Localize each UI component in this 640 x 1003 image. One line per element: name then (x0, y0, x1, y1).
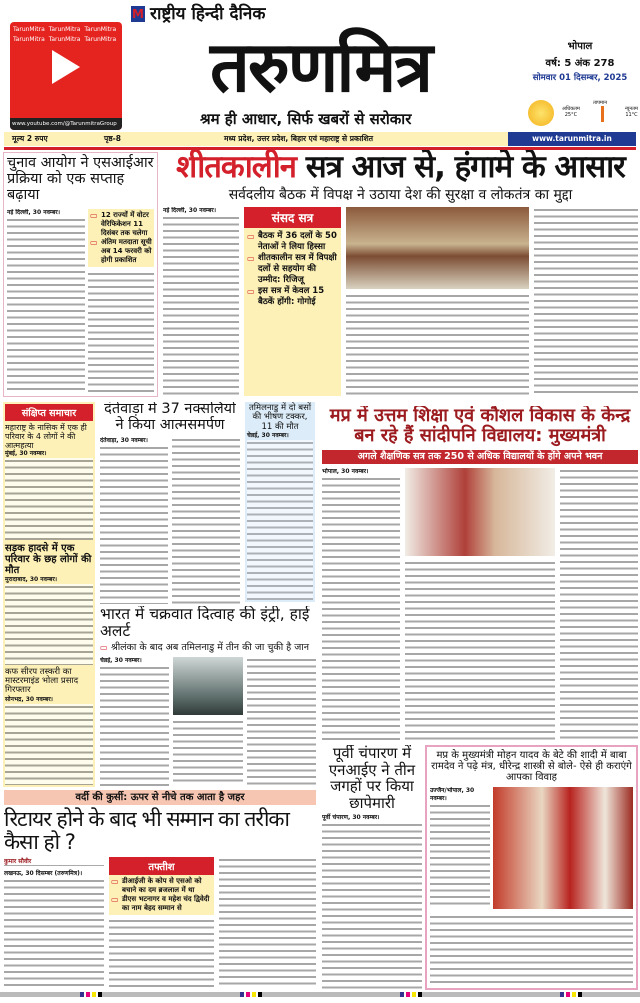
block (4, 857, 104, 988)
lead-bullets-1: ▭ शीतकालीन सत्र में विपक्षी दलों से सहयोग की उम्मीद: रिजिजू (247, 253, 338, 286)
published-from: मध्य प्रदेश, उत्तर प्रदेश, बिहार एवं महाराष्ट्र से प्रकाशित (224, 134, 373, 143)
nia-story (322, 745, 422, 989)
lead-headline_red: शीतकालीन (176, 150, 296, 185)
block (4, 857, 316, 988)
header-weather-min: 11°C (625, 112, 638, 118)
body-text (173, 719, 242, 786)
block (109, 875, 214, 915)
header-weather-min_label: न्यूनतम (625, 106, 638, 112)
body-text (109, 918, 214, 988)
brief-items-1-dateline: मुरादाबाद, 30 नवम्बर। (5, 575, 58, 583)
block (520, 38, 640, 83)
block (244, 228, 341, 311)
retire-story (4, 790, 316, 988)
body-text (430, 803, 490, 909)
brief-items-2-headline: कफ सीरप तस्करी का मास्टरमाइंड भोला प्रसाद गिरफ्तार (5, 666, 79, 696)
block (163, 207, 638, 396)
thermometer-icon (601, 106, 604, 122)
header-weather-max_label: अधिकतम (562, 106, 580, 112)
tn_bus-dateline: चेन्नई, 30 नवम्बर। (247, 432, 289, 440)
body-text (322, 822, 422, 989)
body-text (247, 440, 313, 600)
lead-bullets-2: ▭ इस सत्र में केवल 15 बैठकें होंगी: गोगोई (247, 286, 338, 308)
brief-items-1-headline: सड़क हादसे में एक परिवार के छह लोगों की मौत (5, 542, 92, 576)
lead-bullets-0: ▭ बैठक में 36 दलों के 50 नेताओं ने लिया हिस्सा (247, 231, 338, 253)
play-icon (52, 50, 80, 84)
header-weather-max: 25°C (564, 112, 578, 118)
body-text (5, 584, 93, 665)
lead-headline (163, 150, 638, 184)
retire-headline: रिटायर होने के बाद भी सम्मान का तरीका कैसा हो ? (4, 807, 289, 855)
body-text (88, 271, 154, 393)
mp-banner: अगले शैक्षणिक सत्र तक 250 से अधिक विद्यालयों के होंगे अपने भवन (322, 450, 638, 464)
all-party-meeting-photo (346, 207, 529, 289)
block (100, 657, 169, 786)
cyclone-dateline: चेन्नई, 30 नवम्बर। (100, 657, 142, 665)
mp-dateline: भोपाल, 30 नवम्बर। (322, 468, 369, 476)
tagline-top: राष्ट्रीय हिन्दी दैनिक (150, 4, 266, 24)
block (430, 787, 633, 909)
naxal-story (100, 402, 240, 604)
brief-items-0-headline: महाराष्ट्र के नासिक में एक ही परिवार के 4 लोगों ने की आत्महत्या (5, 423, 87, 450)
header-promo-channel_text: TarunMitra (84, 26, 117, 33)
print-registration-bar (0, 992, 640, 997)
block (88, 209, 154, 393)
website-link[interactable]: www.tarunmitra.in (508, 132, 636, 146)
price: मूल्य 2 रुपए (12, 134, 48, 143)
block (100, 437, 240, 604)
block (405, 468, 555, 740)
page-count: पृष्ठ-8 (104, 134, 122, 143)
logo-mark: M (132, 7, 144, 21)
body-text (560, 468, 638, 740)
nia-dateline: पूर्वी चंपारण, 30 नवम्बर। (322, 814, 380, 821)
cyclone-subhead: ▭ श्रीलंका के बाद अब तमिलनाडु में तीन की जा चुकी है जान (100, 642, 316, 654)
body-text (163, 215, 239, 396)
body-text (100, 665, 169, 786)
nia-headline: पूर्वी चंपारण में एनआईए ने तीन जगहों पर किया छापेमारी (328, 745, 416, 812)
lead-subhead: सर्वदलीय बैठक में विपक्ष ने उठाया देश की सुरक्षा व लोकतंत्र का मुद्दा (228, 187, 573, 204)
mp-story (322, 406, 638, 740)
motto: श्रम ही आधार, सिर्फ खबरों से सरोकार (200, 110, 412, 128)
sansad-box (244, 207, 341, 396)
wedding-dateline: उज्जैन/भोपाल, 30 नवम्बर। (430, 787, 475, 802)
body-text (405, 560, 555, 740)
body-text (247, 657, 316, 786)
block (109, 857, 214, 988)
wedding-headline: मप्र के मुख्यमंत्री मोहन यादव के बेटे की शादी में बाबा रामदेव ने पढ़े मंत्र, धीरेन्द्र शास्त्री से बोले- ऐसे ही कराएंगे आपका विवाह (431, 750, 632, 783)
city: भोपाल (567, 41, 593, 52)
wedding-photo (493, 787, 633, 909)
brief-title: संक्षिप्त समाचार (5, 404, 93, 421)
block (562, 106, 580, 122)
block (322, 468, 638, 740)
tn_bus-headline: तमिलनाडु में दो बसों की भीषण टक्कर, 11 की मौत (248, 403, 312, 432)
retire-kicker: वर्दी की कुर्सी: ऊपर से नीचे तक आता है जहर (4, 790, 316, 805)
body-text (5, 704, 93, 785)
sir-bullet: ▭ अंतिम मतदाता सूची अब 14 फरवरी को होगी प्रकाशित (90, 238, 152, 265)
retire-box_title: तफ्तीश (109, 857, 214, 875)
header-promo-channel_text: TarunMitra (13, 35, 45, 43)
body-text (4, 878, 104, 988)
body-text (430, 914, 633, 985)
body-text (219, 857, 316, 988)
naxal-headline: दंतेवाड़ा में 37 नक्सलियों ने किया आत्मसमर्पण (104, 402, 236, 433)
issue-number: वर्ष: 5 अंक 278 (545, 58, 615, 69)
tn-bus-story (245, 402, 315, 602)
body-text (7, 217, 85, 393)
lead-headline_black: सत्र आज से, हंगामे के आसार (305, 150, 625, 185)
wedding-story (425, 745, 638, 990)
issue-date: सोमवार 01 दिसम्बर, 2025 (532, 73, 628, 83)
sir-headline: चुनाव आयोग ने एसआईआर प्रक्रिया को एक सप्ताह बढ़ाया (7, 155, 154, 203)
header-promo-channel_text: TarunMitra (84, 35, 117, 43)
body-text (346, 293, 529, 396)
lead-story (163, 150, 638, 396)
masthead: तरुणमित्र (210, 27, 431, 107)
mp-headline: मप्र में उत्तम शिक्षा एवं कौशल विकास के केन्द्र बन रहे हैं सांदीपनि विद्यालय: मुख्यमंत्री (329, 406, 631, 446)
lead-dateline: नई दिल्ली, 30 नवम्बर। (163, 207, 217, 215)
naxal-dateline: दंतेवाड़ा, 30 नवम्बर। (100, 436, 148, 444)
retire-bullets-1: ▭ डीएस भटनागर व महेश चंद द्विवेदी का नाम बेहद सम्मान से (111, 895, 212, 913)
tafteesh-box (109, 857, 214, 915)
sir-story (3, 152, 158, 397)
body-text (100, 445, 168, 604)
cyclone-photo (173, 657, 242, 715)
block (562, 106, 638, 122)
weather (562, 100, 638, 122)
block (346, 207, 529, 396)
youtube-promo[interactable] (10, 22, 122, 130)
retire-bullets-0: ▭ डीआईजी के कोप से एसओ को बचाने का दम ब्रजलाल में था (111, 877, 212, 895)
body-text (172, 437, 240, 604)
info-strip (4, 132, 636, 146)
chief-minister-photo (405, 468, 555, 556)
block (625, 106, 638, 122)
block (322, 468, 400, 740)
sir-bullet: ▭ 12 राज्यों में वोटर वेरिफिकेशन 11 दिसंबर तक चलेगा (90, 211, 152, 238)
block (173, 657, 242, 786)
youtube-url[interactable]: www.youtube.com/@TarunmitraGroup (10, 118, 122, 130)
body-text (322, 476, 400, 740)
sir-dateline: नई दिल्ली, 30 नवम्बर। (7, 208, 61, 216)
header-promo-channel_text: TarunMitra (13, 26, 45, 33)
retire-dateline: लखनऊ, 30 दिसम्बर (तरुणमित्र)। (4, 870, 83, 878)
block (7, 209, 154, 393)
cyclone-story (100, 606, 316, 786)
cyclone-headline: भारत में चक्रवात दित्वाह की इंट्री, हाई अलर्ट (100, 606, 310, 641)
header-weather-label: तापमान (592, 100, 608, 106)
block (430, 787, 490, 909)
author: कुमार सौवीर (4, 857, 104, 866)
header-promo-channel_text: TarunMitra (48, 26, 81, 33)
block (100, 437, 168, 604)
block (88, 209, 154, 267)
block (163, 207, 239, 396)
brief-news (3, 402, 95, 787)
block (100, 657, 316, 786)
brief-items-2-dateline: सोनभद्र, 30 नवम्बर। (5, 695, 53, 703)
header-promo-channel_text: TarunMitra (48, 35, 81, 43)
block (7, 209, 85, 393)
body-text (5, 458, 93, 539)
sansad-box-title: संसद सत्र (244, 207, 341, 228)
brief-items-0-dateline: मुंबई, 30 नवम्बर। (5, 450, 47, 458)
sun-icon (528, 100, 554, 126)
body-text (534, 207, 638, 396)
